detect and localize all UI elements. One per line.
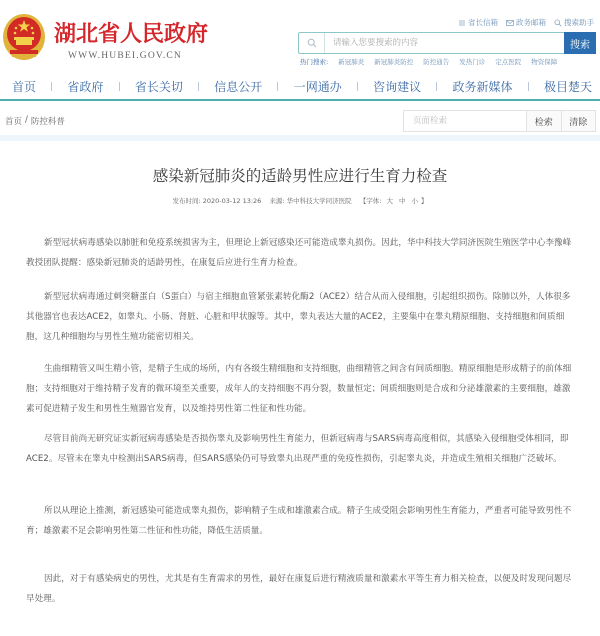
font-size-medium-button[interactable]: 中 <box>399 197 406 205</box>
nav-provincial-gov[interactable]: 省政府 <box>67 80 104 94</box>
national-emblem-icon[interactable] <box>2 12 46 62</box>
site-search-box <box>298 32 596 54</box>
hot-search-item[interactable]: 防控通告 <box>423 58 450 66</box>
breadcrumb <box>5 115 65 127</box>
nav-gov-new-media[interactable]: 政务新媒体 <box>452 80 513 94</box>
site-title[interactable]: 湖北省人民政府 <box>54 22 209 47</box>
hot-search-item[interactable]: 新冠肺炎防控 <box>374 58 414 66</box>
publish-time: 2020-03-12 13:26 <box>202 197 262 205</box>
hot-search-item[interactable]: 定点医院 <box>495 58 522 66</box>
top-link-label: 政务邮箱 <box>516 18 546 27</box>
search-icon <box>307 38 317 48</box>
nav-governor-concerns[interactable]: 省长关切 <box>134 80 183 94</box>
breadcrumb-bar <box>0 103 600 141</box>
page-search-box <box>403 110 596 132</box>
nav-consult-suggest[interactable]: 咨询建议 <box>373 80 422 94</box>
source-info <box>269 197 351 205</box>
page-search-input[interactable] <box>404 111 526 131</box>
publish-info <box>172 197 261 205</box>
font-size-controls <box>360 197 428 205</box>
article-title: 感染新冠肺炎的适龄男性应进行生育力检查 <box>152 167 448 185</box>
governor-mailbox-link[interactable] <box>458 17 498 28</box>
font-size-large-button[interactable]: 大 <box>386 197 394 205</box>
top-link-label: 省长信箱 <box>468 18 498 27</box>
nav-divider <box>357 82 358 91</box>
nav-divider <box>51 82 52 91</box>
hot-search-item[interactable]: 新冠肺炎 <box>338 58 365 66</box>
search-assistant-link[interactable] <box>554 17 594 28</box>
article-paragraph: 所以从理论上推测，新冠感染可能造成睾丸损伤，影响精子生成和雄激素合成。精子生成受阻会影响男性生育能力，严重者可能导致男性不育；雄激素不足会影响男性第二性征和性功能，降低生活质量。 <box>26 506 572 536</box>
nav-divider <box>119 82 120 91</box>
breadcrumb-home[interactable]: 首页 <box>5 117 23 127</box>
nav-home[interactable]: 首页 <box>12 80 37 94</box>
hot-search-label: 热门搜索: <box>300 58 329 66</box>
publish-label: 发布时间: <box>172 197 201 205</box>
page-clear-button[interactable]: 清除 <box>561 111 596 131</box>
main-nav <box>0 74 600 101</box>
nav-jimu-chutian[interactable]: 极目楚天 <box>543 80 592 94</box>
hot-search-item[interactable]: 物资保障 <box>531 58 558 66</box>
search-icon-cell <box>299 33 325 53</box>
site-search-button[interactable]: 搜索 <box>564 32 596 54</box>
nav-one-stop-service[interactable]: 一网通办 <box>293 80 342 94</box>
nav-info-disclosure[interactable]: 信息公开 <box>214 80 263 94</box>
article <box>0 147 600 636</box>
font-size-close: 】 <box>421 197 428 205</box>
hot-search-item[interactable]: 发热门诊 <box>459 58 486 66</box>
mail-icon <box>506 19 514 27</box>
breadcrumb-separator: / <box>25 115 28 125</box>
gov-email-link[interactable] <box>506 17 546 28</box>
search-icon <box>554 19 562 27</box>
nav-divider <box>528 82 529 91</box>
font-size-label: 【字体: <box>359 197 382 205</box>
article-paragraph: 尽管目前尚无研究证实新冠病毒感染是否损伤睾丸及影响男性生育能力，但新冠病毒与SARS病毒高度相似，其感染入侵细胞受体相同，即ACE2。尽管未在睾丸中检测出SARS病毒，但SARS感染仍可导致睾丸出现严重的免疫性损伤，引起睾丸炎，并造成生殖相关细胞广泛破坏。 <box>26 434 569 464</box>
article-paragraph: 生曲细精管又叫生精小管，是精子生成的场所，内有各级生精细胞和支持细胞，曲细精管之间含有间质细胞。精原细胞是形成精子的前体细胞；支持细胞对于维持精子发育的微环境至关重要，成年人的支持细胞不再分裂，数量恒定；间质细胞则是合成和分泌雄激素的主要细胞，雄激素可促进精子发生和男性生殖器官发育，以及维持男性第二性征和性功能。 <box>26 364 572 414</box>
list-icon <box>458 19 466 27</box>
top-link-label: 搜索助手 <box>564 18 594 27</box>
article-paragraph: 新型冠状病毒通过刺突糖蛋白（S蛋白）与宿主细胞血管紧张素转化酶2（ACE2）结合从而入侵细胞，引起组织损伤。除肺以外，人体很多其他器官也表达ACE2，如睾丸、小肠、肾脏、心脏和甲状腺等。其中，睾丸表达大量的ACE2，主要集中在睾丸精原细胞、支持细胞和间质细胞，这几种细胞均与男性生殖功能密切相关。 <box>26 292 571 342</box>
nav-divider <box>277 82 278 91</box>
site-header <box>0 0 600 72</box>
page-search-button[interactable]: 检索 <box>526 111 561 131</box>
article-meta <box>0 196 600 205</box>
article-paragraph: 新型冠状病毒感染以肺脏和免疫系统损害为主，但理论上新冠感染还可能造成睾丸损伤。因此，华中科技大学同济医院生殖医学中心李豫峰教授团队提醒：感染新冠肺炎的适龄男性，在康复后应进行生育力检查。 <box>26 238 572 268</box>
site-url: WWW.HUBEI.GOV.CN <box>68 51 182 61</box>
top-links <box>458 17 594 28</box>
font-size-small-button[interactable]: 小 <box>411 197 419 205</box>
nav-divider <box>198 82 199 91</box>
article-paragraph: 因此，对于有感染病史的男性，尤其是有生育需求的男性，最好在康复后进行精液质量和激素水平等生育力相关检查，以便及时发现问题尽早处理。 <box>26 574 572 604</box>
source-label: 来源: <box>269 197 285 205</box>
hot-search-bar <box>300 57 557 66</box>
site-search-input[interactable] <box>325 33 564 53</box>
source-value: 华中科技大学同济医院 <box>286 197 352 205</box>
breadcrumb-prevention-science[interactable]: 防控科普 <box>30 117 65 127</box>
nav-divider <box>436 82 437 91</box>
